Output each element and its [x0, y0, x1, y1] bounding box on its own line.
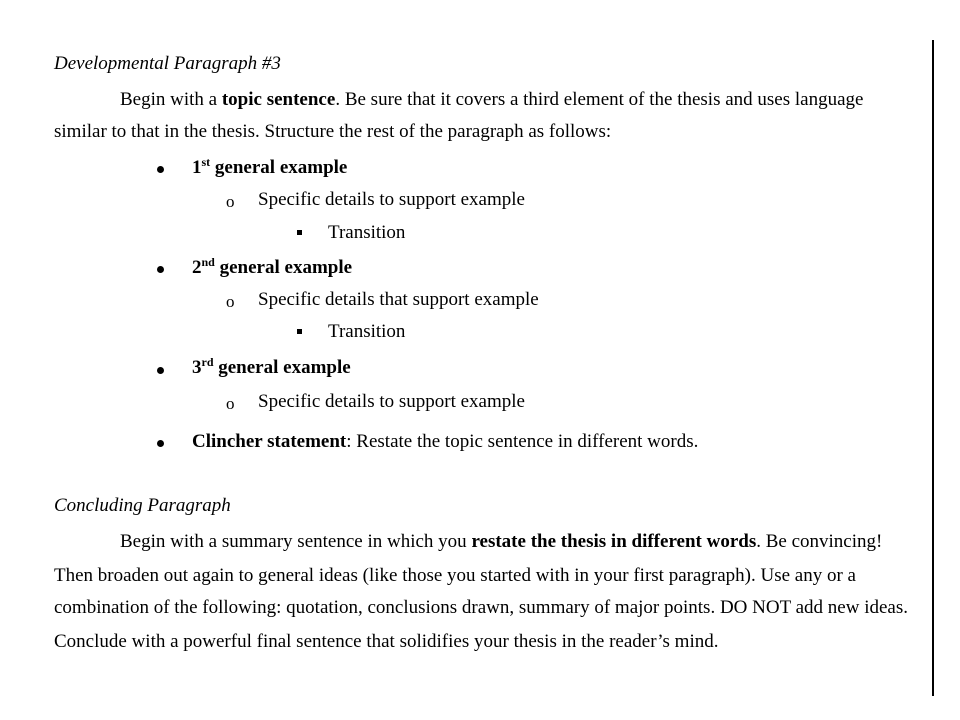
example-3-label: general example [213, 357, 351, 378]
concluding-heading: Concluding Paragraph [54, 495, 231, 516]
developmental-intro-line-2: similar to that in the thesis. Structure the rest of the paragraph as follows: [54, 121, 612, 142]
bullet-disc-icon [157, 367, 164, 374]
outline-clincher [192, 430, 698, 454]
outline-example-2 [192, 256, 352, 280]
concluding-line-2: Then broaden out again to general ideas (like those you started with in your first paragraph). Use any or a [54, 565, 856, 586]
bullet-circle-icon: o [226, 394, 235, 413]
example-3-number: 3 [192, 357, 202, 378]
bullet-disc-icon [157, 266, 164, 273]
bullet-square-icon [297, 329, 302, 334]
page-right-border [932, 40, 934, 696]
intro-begin: Begin with a [120, 89, 222, 110]
bullet-disc-icon [157, 440, 164, 447]
intro-topic-sentence: topic sentence [221, 89, 336, 110]
outline-example-2-transition: Transition [328, 321, 406, 342]
developmental-heading: Developmental Paragraph #3 [54, 53, 281, 74]
clincher-label: Clincher statement [192, 431, 347, 452]
example-2-number: 2 [192, 257, 202, 278]
developmental-intro-line-1 [120, 88, 863, 112]
example-1-label: general example [210, 157, 348, 178]
clincher-text: : Restate the topic sentence in different words. [346, 431, 699, 452]
outline-example-1 [192, 156, 347, 180]
outline-example-1-detail: Specific details to support example [258, 189, 525, 210]
example-2-ordinal: nd [201, 255, 215, 269]
concluding-begin: Begin with a summary sentence in which you [120, 531, 472, 552]
example-3-ordinal: rd [201, 355, 214, 369]
concluding-restate-thesis: restate the thesis in different words [471, 531, 757, 552]
bullet-disc-icon [157, 166, 164, 173]
outline-example-3 [192, 356, 351, 380]
concluding-line-1 [120, 530, 882, 554]
intro-rest: . Be sure that it covers a third element of the thesis and uses language [335, 89, 864, 110]
outline-example-3-detail: Specific details to support example [258, 391, 525, 412]
concluding-line-4: Conclude with a powerful final sentence that solidifies your thesis in the reader’s mind. [54, 631, 719, 652]
bullet-circle-icon: o [226, 192, 235, 211]
outline-example-1-transition: Transition [328, 222, 406, 243]
bullet-square-icon [297, 230, 302, 235]
outline-example-2-detail: Specific details that support example [258, 289, 539, 310]
concluding-convincing: . Be convincing! [756, 531, 883, 552]
concluding-line-3: combination of the following: quotation, conclusions drawn, summary of major points. DO NOT add new ideas. [54, 597, 908, 618]
example-1-number: 1 [192, 157, 202, 178]
example-2-label: general example [214, 257, 353, 278]
example-1-ordinal: st [201, 155, 211, 169]
bullet-circle-icon: o [226, 292, 235, 311]
